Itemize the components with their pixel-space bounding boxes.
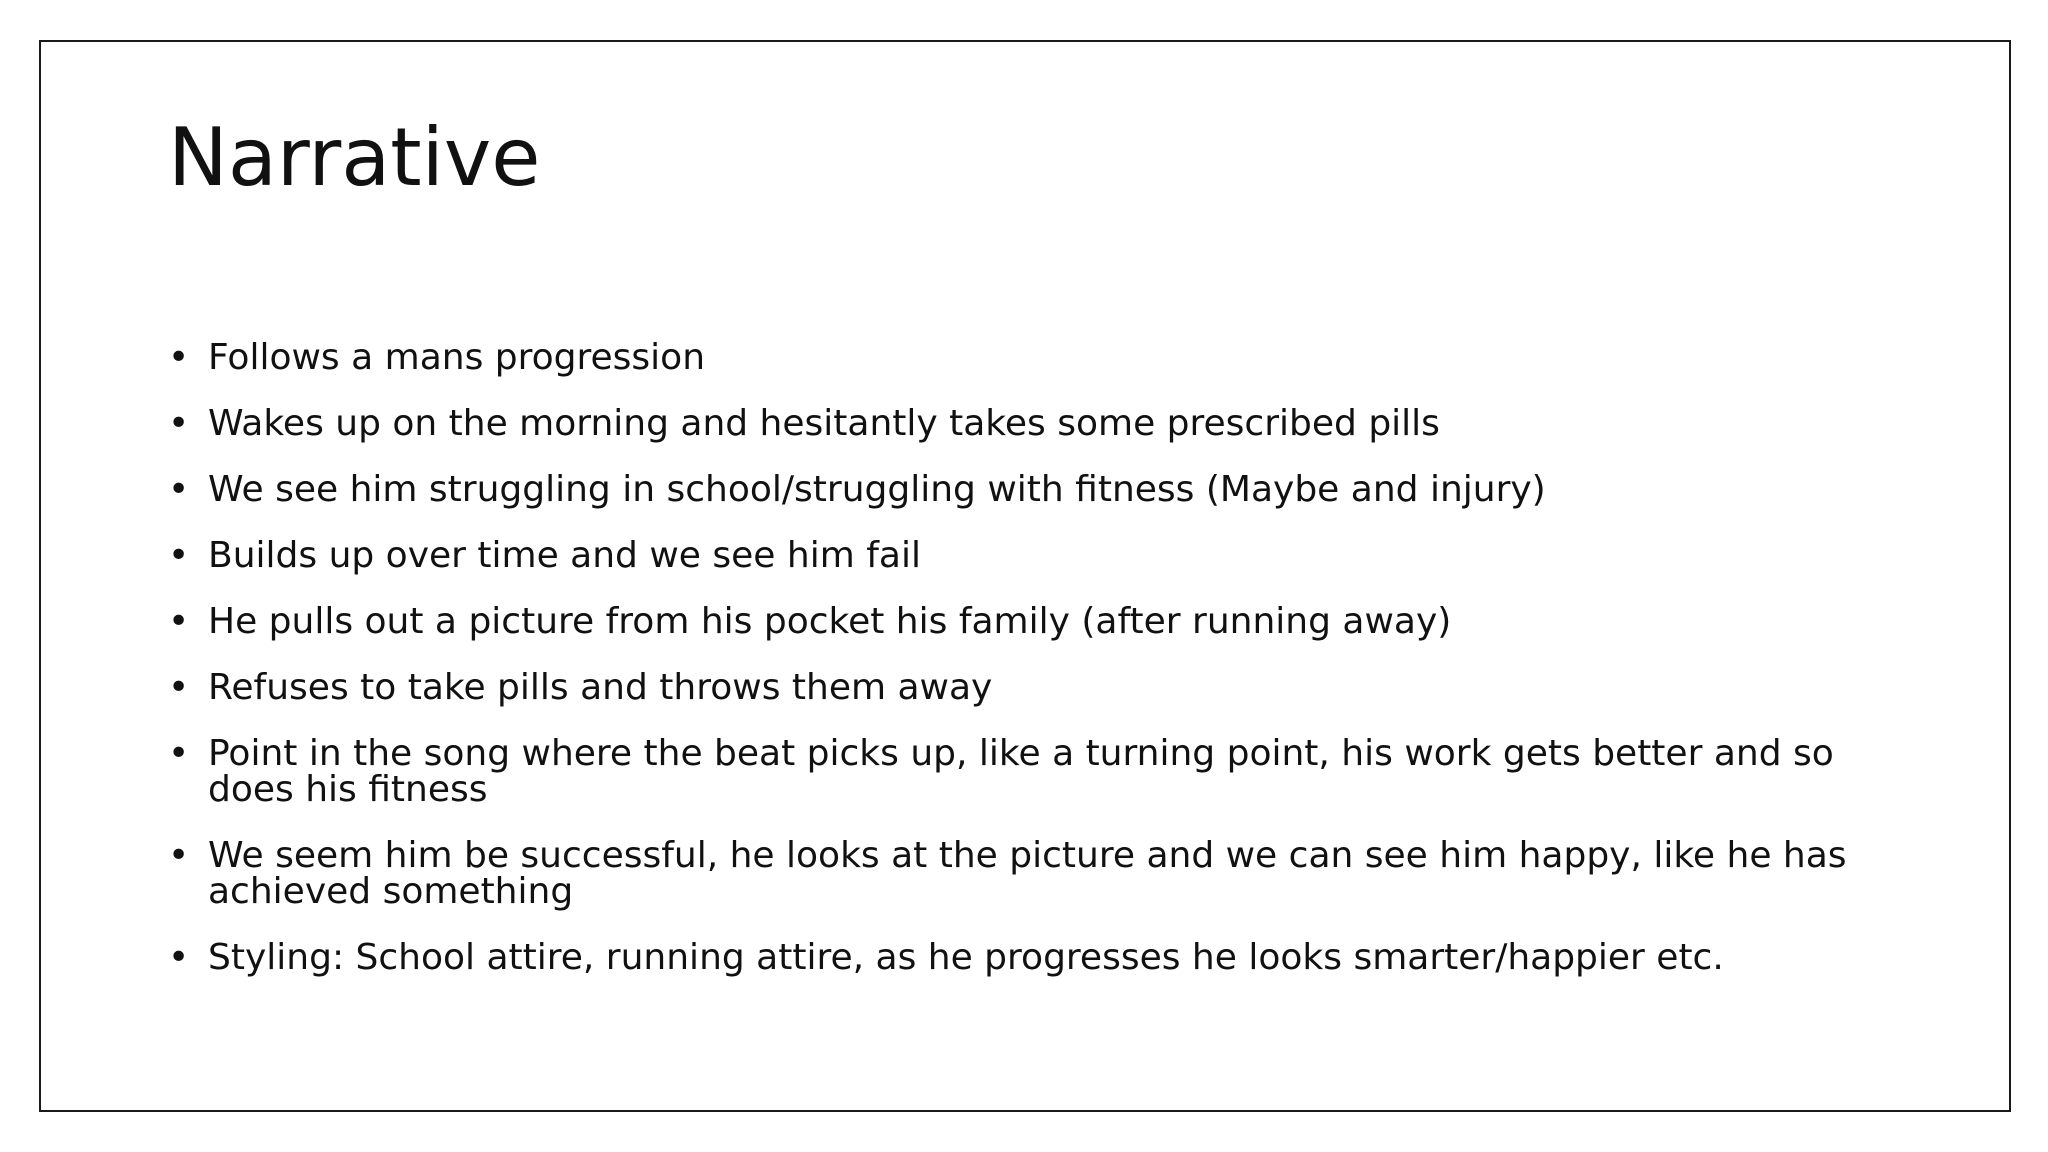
list-item [168,667,1868,708]
list-item [168,601,1868,642]
list-item [168,733,1868,810]
bullet-text: He pulls out a picture from his pocket his family (after running away) [208,601,1452,642]
list-item [168,337,1868,378]
bullet-text: Follows a mans progression [208,337,706,378]
slide-title: Narrative [168,111,541,204]
list-item [168,937,1868,978]
bullet-icon: • [168,835,190,876]
bullet-icon: • [168,733,190,774]
bullet-icon: • [168,667,190,708]
bullet-text: Styling: School attire, running attire, as he progresses he looks smarter/happier etc. [208,937,1724,978]
bullet-icon: • [168,337,190,378]
bullet-text: Builds up over time and we see him fail [208,535,921,576]
list-item [168,469,1868,510]
bullet-text: Refuses to take pills and throws them away [208,667,993,708]
bullet-text: We seem him be successful, he looks at the picture and we can see him happy, like he has achieved something [208,835,1847,912]
list-item [168,835,1868,912]
bullet-icon: • [168,535,190,576]
bullet-icon: • [168,937,190,978]
list-item [168,535,1868,576]
bullet-text: Point in the song where the beat picks up, like a turning point, his work gets better and so does his fitness [208,733,1834,810]
bullet-text: Wakes up on the morning and hesitantly takes some prescribed pills [208,403,1440,444]
bullet-list [168,337,1868,1006]
list-item [168,403,1868,444]
bullet-icon: • [168,403,190,444]
bullet-icon: • [168,469,190,510]
bullet-icon: • [168,601,190,642]
bullet-text: We see him struggling in school/struggling with fitness (Maybe and injury) [208,469,1546,510]
